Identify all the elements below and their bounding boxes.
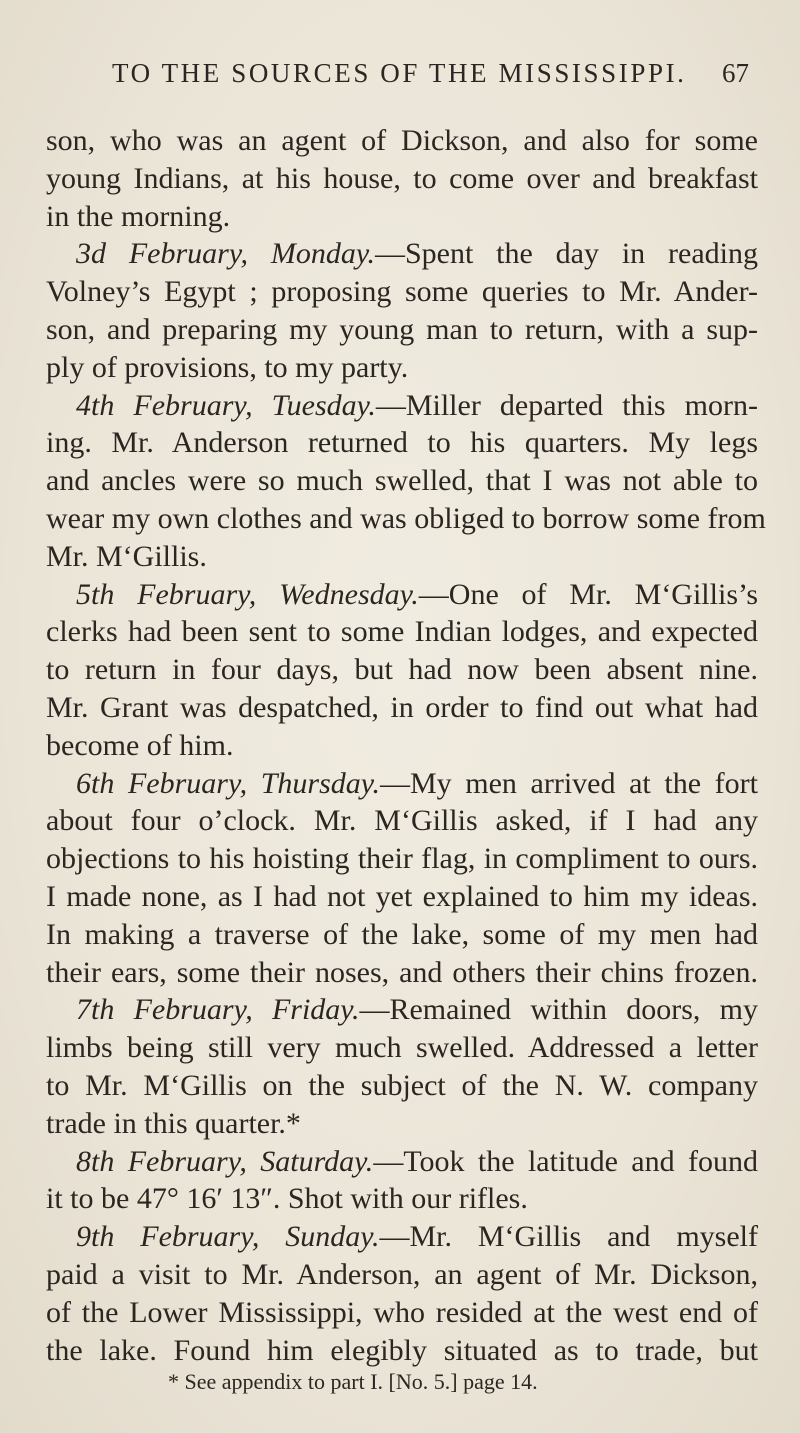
text-line: the lake. Found him elegibly situated as to trade, but [46, 1333, 758, 1367]
journal-entry-line: 8th February, Saturday.—Took the latitude and found [76, 1144, 758, 1178]
text-line: to return in four days, but had now been absent nine. [46, 653, 758, 687]
journal-entry-line: 6th February, Thursday.—My men arrived at the fort [76, 766, 758, 800]
text-line: paid a visit to Mr. Anderson, an agent of Mr. Dickson, [46, 1257, 758, 1291]
text-line: ply of provisions, to my party. [46, 350, 409, 384]
journal-entry-line: 9th February, Sunday.—Mr. M‘Gillis and myself [76, 1220, 758, 1254]
text-line: In making a traverse of the lake, some of my men had [46, 917, 758, 951]
text-line: about four o’clock. Mr. M‘Gillis asked, if I had any [46, 804, 758, 838]
text-line: Mr. Grant was despatched, in order to find out what had [46, 690, 758, 724]
text-line: it to be 47° 16′ 13″. Shot with our rifles. [46, 1182, 528, 1216]
text-line: Volney’s Egypt ; proposing some queries to Mr. Ander- [46, 275, 758, 309]
text-line: trade in this quarter.* [46, 1106, 301, 1140]
text-line: to Mr. M‘Gillis on the subject of the N. W. company [46, 1068, 758, 1102]
entry-date: 8th February, Saturday. [76, 1144, 374, 1178]
entry-date: 3d February, Monday. [76, 237, 375, 271]
footnote: * See appendix to part I. [No. 5.] page 14. [168, 1369, 538, 1394]
text-line: I made none, as I had not yet explained to him my ideas. [46, 879, 758, 913]
text-line: in the morning. [46, 199, 231, 233]
text-line: ing. Mr. Anderson returned to his quarters. My legs [46, 426, 758, 460]
text-line: son, and preparing my young man to return, with a sup- [46, 312, 758, 346]
journal-entry-line: 7th February, Friday.—Remained within doors, my [76, 993, 758, 1027]
journal-entry-line: 3d February, Monday.—Spent the day in reading [76, 237, 758, 271]
text-line: of the Lower Mississippi, who resided at the west end of [46, 1295, 758, 1329]
entry-date: 5th February, Wednesday. [76, 577, 419, 611]
text-line: clerks had been sent to some Indian lodges, and expected [46, 615, 758, 649]
text-line: limbs being still very much swelled. Addressed a letter [46, 1031, 758, 1065]
text-line: and ancles were so much swelled, that I was not able to [46, 464, 758, 498]
journal-entry-line: 5th February, Wednesday.—One of Mr. M‘Gillis’s [76, 577, 758, 611]
entry-date: 6th February, Thursday. [76, 766, 380, 800]
journal-entry-line: 4th February, Tuesday.—Miller departed this morn- [76, 388, 758, 422]
text-line: objections to his hoisting their flag, in compliment to ours. [46, 842, 758, 876]
text-line: son, who was an agent of Dickson, and also for some [46, 124, 758, 157]
text-line: wear my own clothes and was obliged to borrow some from [46, 501, 766, 535]
page-header [0, 58, 800, 98]
text-line: Mr. M‘Gillis. [46, 539, 207, 573]
entry-date: 9th February, Sunday. [76, 1220, 380, 1254]
entry-date: 4th February, Tuesday. [76, 388, 376, 422]
text-line: their ears, some their noses, and others their chins frozen. [46, 955, 758, 989]
body-text [46, 122, 766, 1369]
page-number: 67 [722, 58, 749, 88]
running-title: TO THE SOURCES OF THE MISSISSIPPI. [112, 58, 687, 88]
entry-date: 7th February, Friday. [76, 993, 360, 1027]
text-line: become of him. [46, 728, 234, 762]
text-line: young Indians, at his house, to come over and breakfast [46, 161, 758, 195]
